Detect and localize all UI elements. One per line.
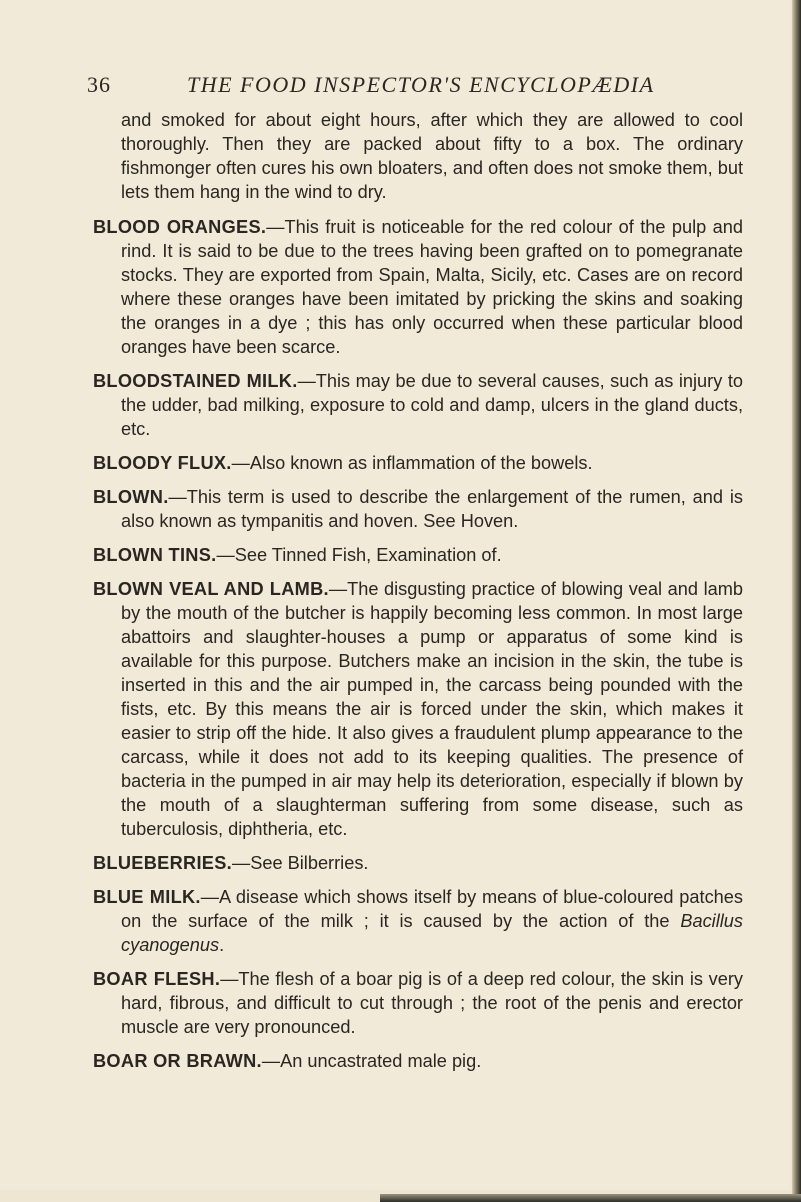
entry-term: BLUE MILK. [93,887,201,907]
entry-text: —A disease which shows itself by means of blue-coloured patches on the surface of the milk ; it is caused by the action of the [121,887,743,931]
entry-bloodstained-milk [93,369,743,441]
page-header [87,72,730,106]
entry-blood-oranges [93,215,743,359]
page-body [93,108,743,1083]
entry-term: BLOWN. [93,487,169,507]
entry-text: —The flesh of a boar pig is of a deep red colour, the skin is very hard, fibrous, and difficult to cut through ; the root of the penis and erector muscle are very pronounced. [121,969,743,1037]
running-title: THE FOOD INSPECTOR'S ENCYCLOPÆDIA [187,72,655,97]
entry-boar-flesh [93,967,743,1039]
entry-text: —Also known as inflammation of the bowels. [231,453,593,473]
entry-blown-veal-and-lamb [93,577,743,841]
page-edge-shadow [792,0,801,1202]
entry-term: BLUEBERRIES. [93,853,233,873]
entry-term: BOAR OR BRAWN. [93,1051,262,1071]
entry-text: —See Bilberries. [232,853,369,873]
entry-text: —The disgusting practice of blowing veal and lamb by the mouth of the butcher is happily becoming less common. In most large abattoirs and slaughter-houses a pump or apparatus of some kind is available for this purpose. Butchers make an incision in the skin, the tube is inserted in this and the air pumped in, the carcass being pounded with the fists, etc. By this means the air is forced under the skin, which makes it easier to strip off the hide. It also gives a fraudulent plump appearance to the carcass, while it does not add to its keeping qualities. The presence of bacteria in the pumped in air may help its deterioration, especially if blown by the mouth of a slaughterman suffering from some disease, such as tuberculosis, diphtheria, etc. [121,579,743,839]
entry-blue-milk [93,885,743,957]
entry-italic-text: Bacillus cyanogenus [121,911,743,955]
entry-boar-or-brawn [93,1049,743,1073]
page-number: 36 [87,72,111,97]
entry-bloody-flux [93,451,743,475]
entry-blueberries [93,851,743,875]
entry-text: —This fruit is noticeable for the red colour of the pulp and rind. It is said to be due to the trees having been grafted on to pomegranate stocks. They are exported from Spain, Malta, Sicily, etc. Cases are on record where these oranges have been imitated by pricking the skins and soaking the oranges in a dye ; this has only occurred when these particular blood oranges have been scarce. [121,217,744,357]
entry-term: BLOODY FLUX. [93,453,232,473]
entry-blown-tins [93,543,743,567]
entry-term: BLOWN VEAL AND LAMB. [93,579,329,599]
entry-text: —See Tinned Fish, Examination of. [216,545,502,565]
page-bottom-shadow [380,1194,801,1202]
entry-text: —This term is used to describe the enlargement of the rumen, and is also known as tympanitis and hoven. See Hoven. [121,487,743,531]
entry-text-after: . [219,935,225,955]
entry-text: —This may be due to several causes, such as injury to the udder, bad milking, exposure to cold and damp, ulcers in the gland ducts, etc. [121,371,743,439]
continuation-paragraph: and smoked for about eight hours, after which they are allowed to cool thoroughly. Then they are packed about fifty to a box. The ordinary fishmonger often cures his own bloaters, and often does not smoke them, but lets them hang in the wind to dry. [121,110,743,202]
entry-term: BOAR FLESH. [93,969,221,989]
entry-text: —An uncastrated male pig. [261,1051,482,1071]
entry-term: BLOODSTAINED MILK. [93,371,298,391]
entry-blown [93,485,743,533]
entry-term: BLOWN TINS. [93,545,217,565]
entry-term: BLOOD ORANGES. [93,217,267,237]
